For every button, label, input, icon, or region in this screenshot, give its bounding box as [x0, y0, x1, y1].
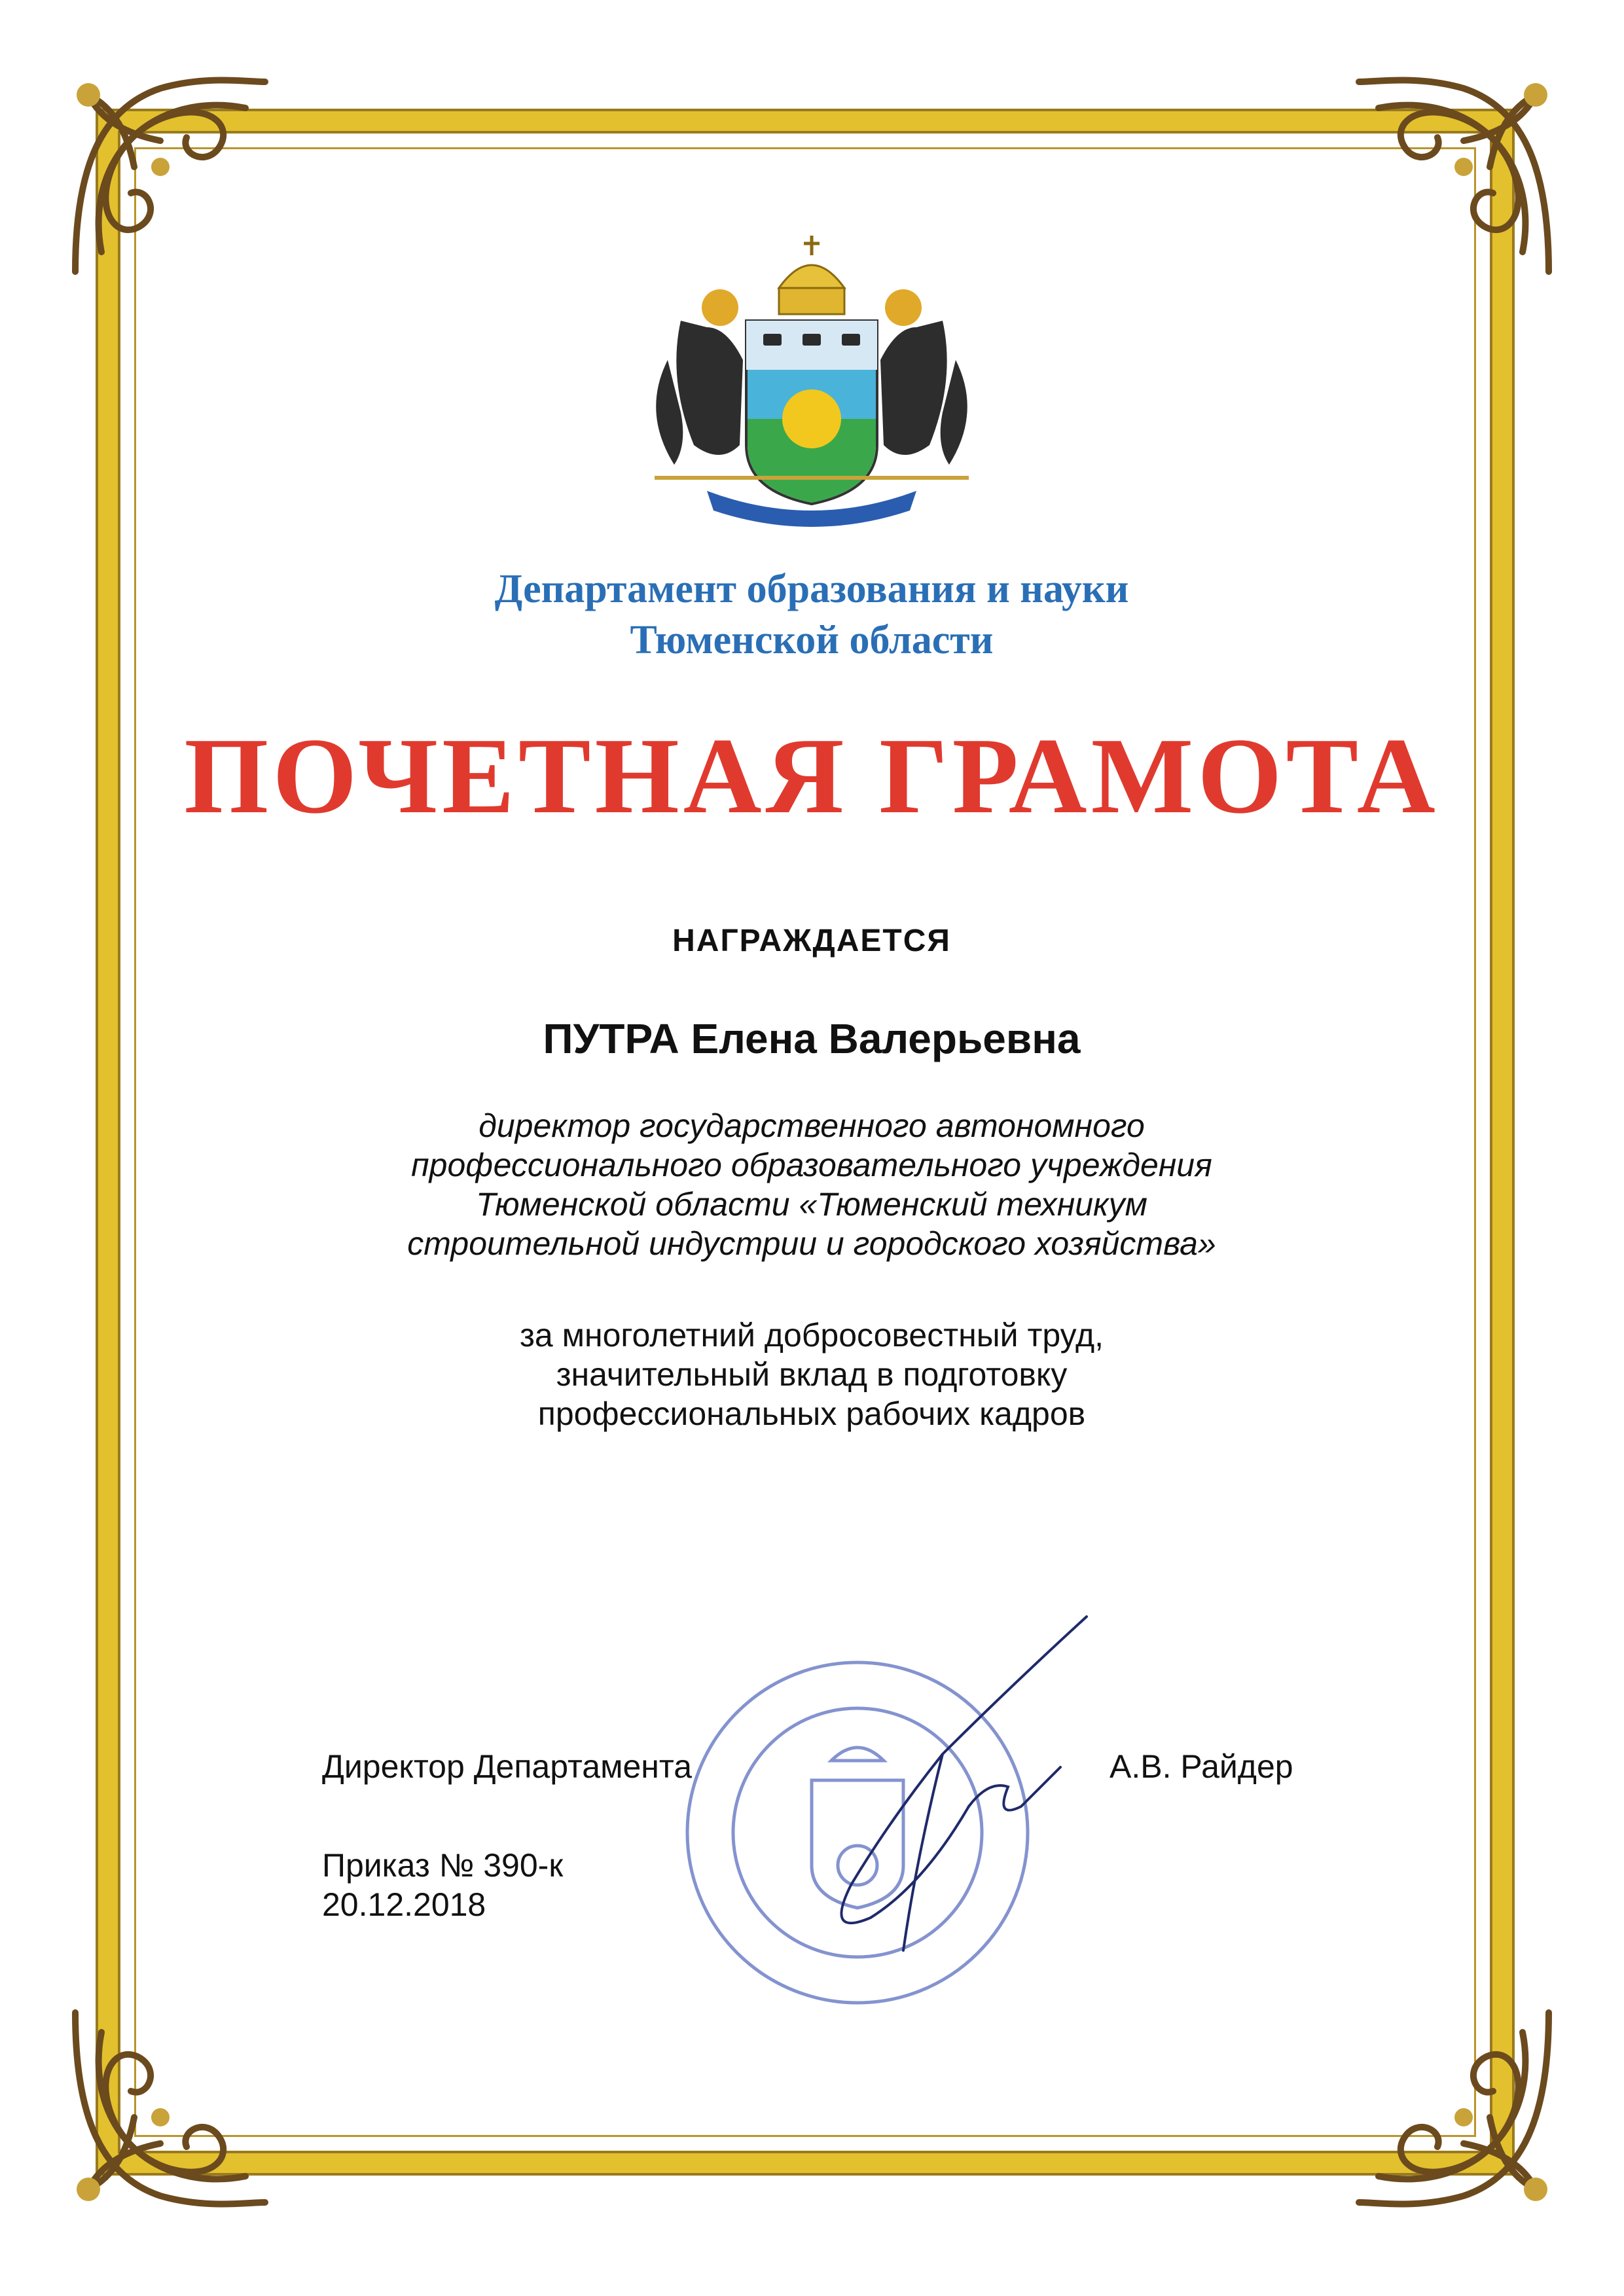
crown-icon	[779, 236, 844, 314]
order-number: Приказ № 390-к	[322, 1847, 564, 1884]
corner-ornament-icon	[1346, 69, 1562, 285]
position-line: Тюменской области «Тюменский техникум	[476, 1186, 1147, 1223]
corner-ornament-icon	[1346, 2000, 1562, 2215]
department-region: Тюменской области	[630, 618, 994, 662]
signatory-name: А.В. Райдер	[1110, 1748, 1293, 1785]
position-line: директор государственного автономного	[478, 1107, 1145, 1144]
coat-of-arms-icon	[628, 229, 995, 530]
certificate-title: ПОЧЕТНАЯ ГРАМОТА	[184, 715, 1439, 836]
position-line: профессионального образовательного учреждения	[411, 1147, 1212, 1183]
reason-line: за многолетний добросовестный труд,	[519, 1317, 1104, 1354]
order-date: 20.12.2018	[322, 1886, 486, 1923]
sable-supporter-icon	[656, 289, 743, 465]
order-info	[322, 1846, 563, 1924]
reason-line: профессиональных рабочих кадров	[537, 1395, 1086, 1432]
department-name: Департамент образования и науки	[494, 567, 1129, 611]
position-line: строительной индустрии и городского хозяйства»	[407, 1225, 1216, 1262]
corner-ornament-icon	[62, 69, 278, 285]
awarded-heading: НАГРАЖДАЕТСЯ	[672, 924, 951, 958]
recipient-name: ПУТРА Елена Валерьевна	[543, 1015, 1081, 1062]
handwritten-signature-icon	[772, 1610, 1113, 1977]
award-reason	[196, 1316, 1427, 1433]
recipient-position	[196, 1106, 1427, 1263]
sable-supporter-icon	[880, 289, 967, 465]
signatory-title: Директор Департамента	[322, 1748, 693, 1785]
corner-ornament-icon	[62, 2000, 278, 2215]
reason-line: значительный вклад в подготовку	[556, 1356, 1068, 1393]
